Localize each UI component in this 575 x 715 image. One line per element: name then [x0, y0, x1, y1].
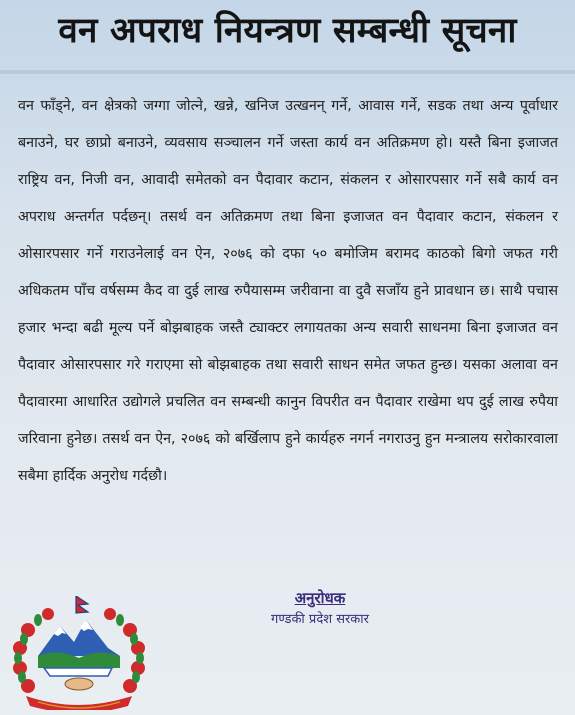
- notice-body: वन फाँड्ने, वन क्षेत्रको जग्गा जोत्ने, खन्ने, खनिज उत्खनन् गर्ने, आवास गर्ने, सडक तथा अन्य पूर्वाधार बनाउने, घर छाप्रो बनाउने, व्यवसाय सञ्चालन गर्ने जस्ता कार्य वन अतिक्रमण हो। यस्तै बिना इजाजत राष्ट्रिय वन, निजी वन, आवादी समेतको वन पैदावार कटान, संकलन र ओसारपसार गर्ने सबै कार्य वन अपराध अन्तर्गत पर्दछन्। तसर्थ वन अतिक्रमण तथा बिना इजाजत वन पैदावार कटान, संकलन र ओसारपसार गर्ने गराउनेलाई वन ऐन, २०७६ को दफा ५० बमोजिम बरामद काठको बिगो जफत गरी अधिकतम पाँच वर्षसम्म कैद वा दुई लाख रुपैयासम्म जरीवाना वा दुवै सजाँय हुने प्रावधान छ। साथै पचास हजार भन्दा बढी मूल्य पर्ने बोझबाहक जस्तै ट्याक्टर लगायतका अन्य सवारी साधनमा बिना इजाजत वन पैदावार ओसारपसार गरे गराएमा सो बोझबाहक तथा सवारी साधन समेत जफत हुन्छ। यसका अलावा वन पैदावारमा आधारित उद्योगले प्रचलित वन सम्बन्धी कानुन विपरीत वन पैदावार राखेमा थप दुई लाख रुपैया जरिवाना हुनेछ। तसर्थ वन ऐन, २०७६ को बर्खिलाप हुने कार्यहरु नगर्न नगराउनु हुन मन्त्रालय सरोकारवाला सबैमा हार्दिक अनुरोध गर्दछौ।: [18, 98, 558, 484]
- signature-block: [255, 588, 385, 632]
- notice-title: वन अपराध नियन्त्रण सम्बन्धी सूचना: [58, 11, 517, 51]
- signature-label: अनुरोधक: [294, 589, 346, 607]
- title-divider: [0, 70, 575, 74]
- government-emblem-icon: [8, 596, 150, 710]
- signature-organization: गण्डकी प्रदेश सरकार: [271, 612, 369, 627]
